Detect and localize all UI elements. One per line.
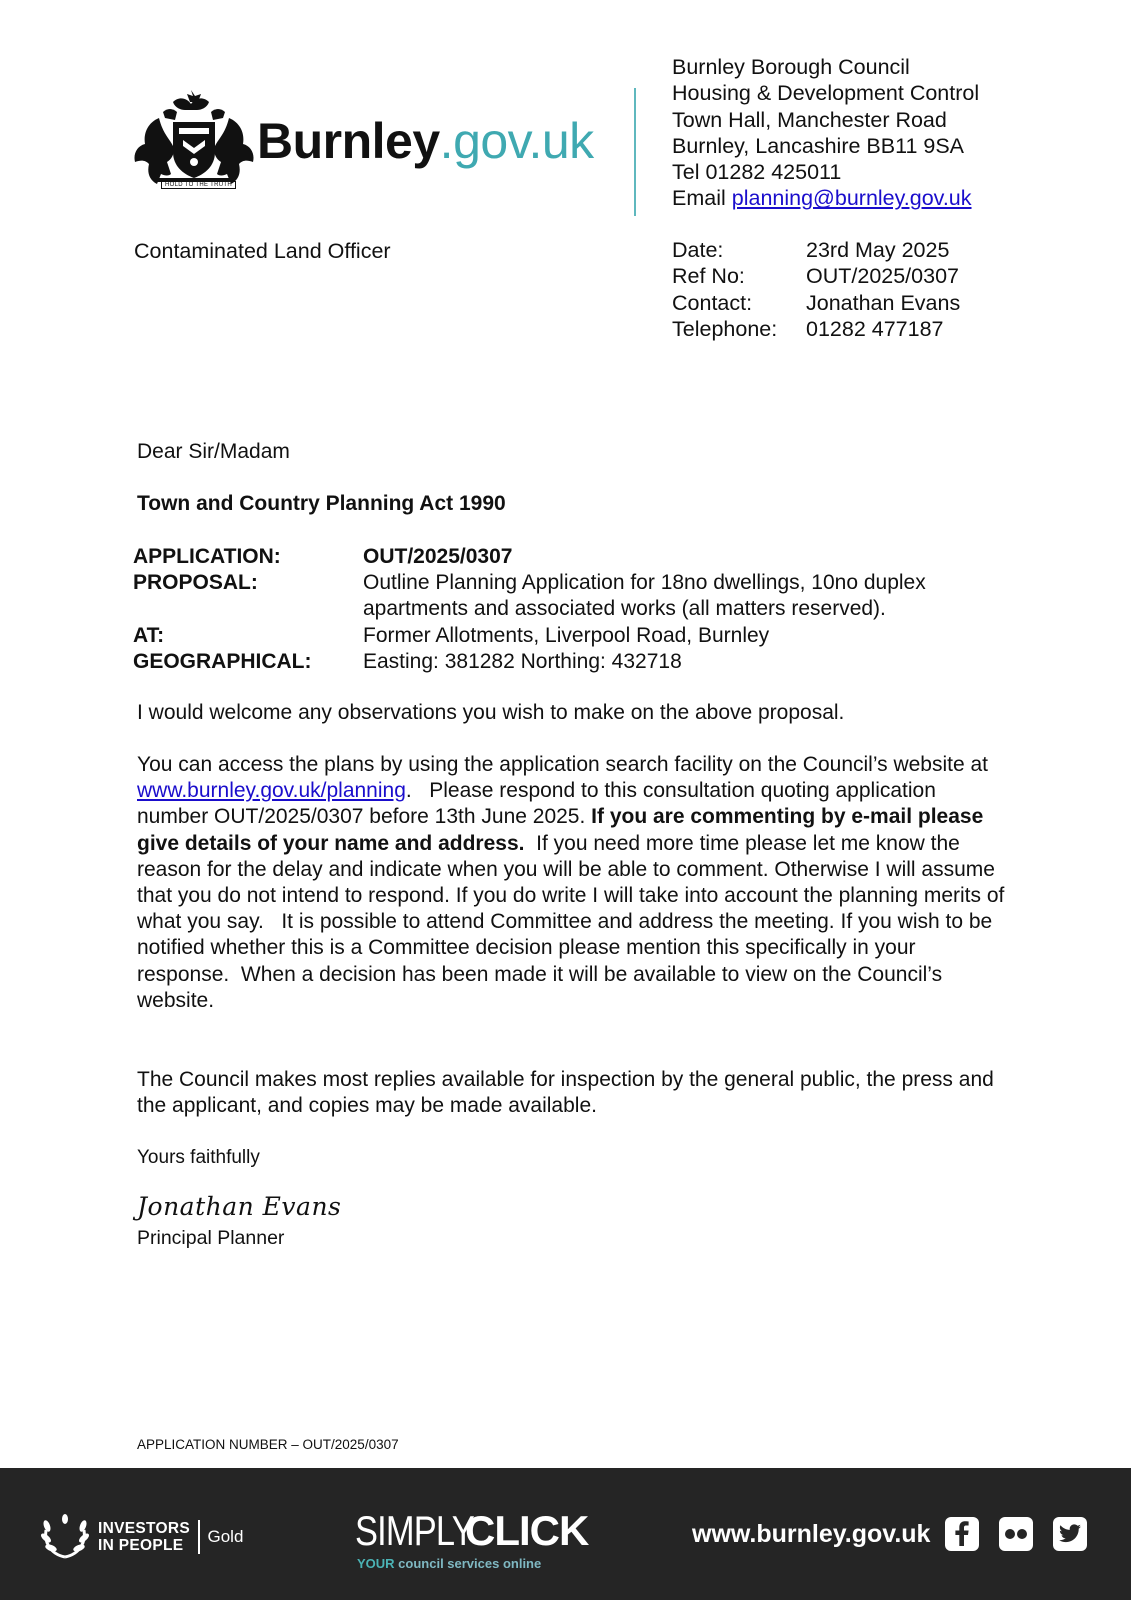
address-email: [672, 185, 979, 211]
planning-link[interactable]: www.burnley.gov.uk/planning: [137, 779, 406, 803]
meta-value: 23rd May 2025: [806, 238, 950, 262]
recipient: Contaminated Land Officer: [134, 239, 391, 263]
iip-line: INVESTORS: [98, 1520, 190, 1537]
address-tel: Tel 01282 425011: [672, 160, 842, 185]
proposal-row: [133, 570, 993, 622]
meta-row-date: [672, 237, 960, 263]
facebook-icon[interactable]: [945, 1517, 979, 1551]
simply-word: SIMPLY: [355, 1507, 474, 1554]
geographical-row: [133, 649, 993, 675]
paragraph-text: You can access the plans by using the application search facility on the Council’s website at: [137, 753, 989, 776]
application-details: [133, 544, 993, 675]
meta-value: Jonathan Evans: [806, 290, 961, 315]
address-line: Burnley, Lancashire BB11 9SA: [672, 133, 965, 158]
application-label: APPLICATION:: [133, 545, 281, 568]
tagline-rest: council services online: [394, 1556, 542, 1571]
email-label: Email: [672, 186, 726, 211]
council-address: [672, 54, 979, 212]
twitter-icon[interactable]: [1053, 1517, 1087, 1551]
closing: Yours faithfully: [137, 1147, 260, 1168]
logo-wordmark-domain: .gov.uk: [439, 113, 594, 169]
at-value: Former Allotments, Liverpool Road, Burnley: [363, 623, 770, 647]
simply-click-logo: [355, 1496, 605, 1576]
meta-label: Telephone:: [672, 316, 778, 341]
meta-value: 01282 477187: [806, 316, 944, 341]
application-value: OUT/2025/0307: [363, 545, 513, 568]
at-row: [133, 623, 993, 649]
paragraph-text: . Please respond to this consultation quoting application number OUT/2025/0307 before 13th June 2025.: [137, 779, 942, 829]
logo-wordmark: [257, 113, 594, 169]
email-link[interactable]: planning@burnley.gov.uk: [731, 186, 972, 211]
burnley-logo: [133, 88, 605, 198]
at-label: AT:: [133, 623, 165, 647]
simply-click-wordmark: [355, 1507, 589, 1554]
flickr-icon[interactable]: [999, 1517, 1033, 1551]
email-instruction-bold: If you are commenting by e-mail please give details of your name and address.: [137, 805, 984, 855]
address-line: Housing & Development Control: [672, 81, 980, 106]
proposal-value: [363, 570, 993, 622]
meta-value: OUT/2025/0307: [806, 264, 959, 289]
iip-separator: [198, 1520, 200, 1554]
salutation: Dear Sir/Madam: [137, 440, 290, 463]
click-word: CLICK: [465, 1507, 589, 1554]
motto-scroll: HOLD TO THE TRUTH: [161, 181, 236, 189]
address-line: Burnley Borough Council: [672, 55, 910, 79]
meta-label: Ref No:: [672, 264, 745, 289]
proposal-line: apartments and associated works (all matters reserved).: [363, 597, 886, 621]
tagline-your: YOUR: [357, 1556, 395, 1571]
meta-row-telephone: [672, 316, 960, 342]
paragraph-instructions: [137, 752, 1011, 1014]
proposal-label: PROPOSAL:: [133, 571, 258, 595]
meta-label: Date:: [672, 238, 724, 262]
iip-level: Gold: [207, 1527, 244, 1546]
paragraph-welcome: I would welcome any observations you wish to make on the above proposal.: [137, 701, 845, 724]
paragraph-text: If you need more time please let me know the reason for the delay and indicate when you will be able to comment. Otherwise I will assume that you do not intend to respond. If you do write I will take into account the planning merits of what you say. It is possible to attend Committee and address the meeting. If you wish to be notified whether this is a Committee decision please mention this specifically in your response. When a decision has been made it will be available to view on the Council’s website.: [137, 831, 1011, 1012]
paragraph-publication: The Council makes most replies available for inspection by the general public, the press and the applicant, and copies may be made available.: [137, 1068, 994, 1118]
iip-line: IN PEOPLE: [98, 1537, 184, 1554]
meta-row-ref: [672, 263, 960, 289]
application-row: [133, 544, 993, 570]
simply-click-tagline: [357, 1556, 541, 1571]
signatory-title: Principal Planner: [137, 1227, 285, 1249]
logo-wordmark-bold: Burnley: [257, 113, 440, 169]
laurel-wreath-icon: [40, 1512, 90, 1562]
investors-in-people-badge: [40, 1512, 243, 1562]
meta-row-contact: [672, 290, 960, 316]
letter-meta: [672, 237, 960, 342]
header-divider: [634, 88, 636, 216]
application-number-footer: APPLICATION NUMBER – OUT/2025/0307: [137, 1437, 399, 1452]
signature: Jonathan Evans: [137, 1192, 342, 1221]
meta-label: Contact:: [672, 290, 753, 315]
proposal-line: Outline Planning Application for 18no dwellings, 10no duplex: [363, 571, 926, 595]
geographical-value: Easting: 381282 Northing: 432718: [363, 649, 682, 673]
footer-bar: [0, 1468, 1131, 1600]
act-heading: Town and Country Planning Act 1990: [137, 492, 506, 515]
address-line: Town Hall, Manchester Road: [672, 107, 947, 132]
geographical-label: GEOGRAPHICAL:: [133, 649, 312, 673]
investors-in-people-text: [98, 1520, 190, 1554]
footer-website[interactable]: www.burnley.gov.uk: [692, 1520, 931, 1548]
